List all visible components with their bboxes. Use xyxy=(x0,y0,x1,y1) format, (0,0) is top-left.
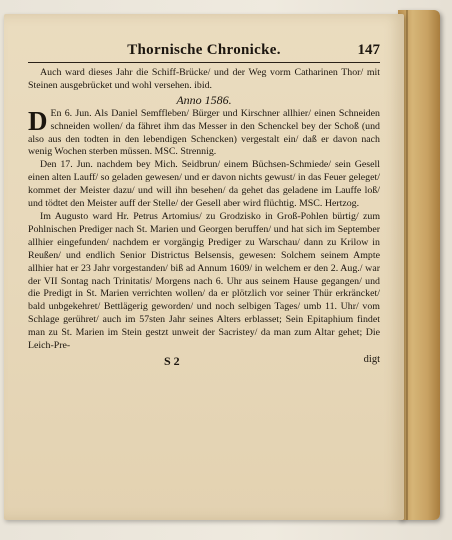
catchword: digt xyxy=(363,353,380,365)
paragraph-artomius: Im Augusto ward Hr. Petrus Artomius/ zu Grodzisko in Groß-Pohlen bürtig/ zum Pohlnischen Prediger nach St. Marien und Georgen beruffen/ und hat sich im September allhier eingefunden/ nachdem er vorgängig Prediger zu Warschau/ dann zu Krilow in Reußen/ und endlich Senior Districtus Belsensis, gewesen: Solchem seinem Ampte allhier hat er 23 Jahr vorgestanden/ biß ad Annum 1609/ in welchem er den 2. Aug./ war der VII Sontag nach Trinitatis/ Morgens nach 6. Uhr aus seinem Hause gegangen/ und die Predigt in St. Marien verrichten wollen/ da er plötzlich vor seiner Thür erkräncket/ bald unbgekehret/ Bettlägerig geworden/ und noch selbigen Tages/ umb 11. Uhr/ vom Schlage gerühret/ auch im 57sten Jahr seines Alters erblasset; Sein Epitaphium findet man zu St. Marien im Stein gestzt unweit der Sacristey/ da man zum Altar gehet; Die Leich-Pre- xyxy=(28,210,380,352)
page-number: 147 xyxy=(357,42,380,58)
page-header xyxy=(28,42,380,63)
running-title: Thornische Chronicke. xyxy=(127,42,281,58)
year-heading: Anno 1586. xyxy=(176,92,232,107)
page-content xyxy=(28,42,380,368)
paragraph-seidbrun: Den 17. Jun. nachdem bey Mich. Seidbrun/ einem Büchsen-Schmiede/ sein Gesell einen alten Lauff/ so geladen gewesen/ und er davon nichts gewust/ in das Feuer geleget/ kommet der Meister dazu/ und will ihn besehen/ da gehet das geladene im Lauffe loß/ und tödtet den Meister auff der Stelle/ der Gesell aber wird flüchtig. MSC. Hertzog. xyxy=(28,159,380,210)
paragraph-schiff-bruecke: Auch ward dieses Jahr die Schiff-Brücke/ und der Weg vorm Catharinen Thor/ mit Steinen ausgebrücket und wohl versehen. ibid. xyxy=(28,67,380,91)
page-footer xyxy=(28,354,380,368)
drop-cap: D xyxy=(28,105,48,136)
paragraph-semffleben-text: En 6. Jun. Als Daniel Semffleben/ Bürger und Kirschner allhier/ einen Schneiden schneiden wollen/ da fähret ihm das Messer in den Schenckel bey der Schoß (und also aus den todten in den lebendigen Schencken) vergestalt ein/ daß er davon nach wenig Wochen sterben müssen. MSC. Strennig. xyxy=(28,107,380,158)
signature-mark: S 2 xyxy=(164,353,180,368)
book-edge xyxy=(398,10,440,520)
body-text xyxy=(28,67,380,353)
paragraph-semffleben xyxy=(28,105,380,160)
book-page xyxy=(4,14,404,520)
